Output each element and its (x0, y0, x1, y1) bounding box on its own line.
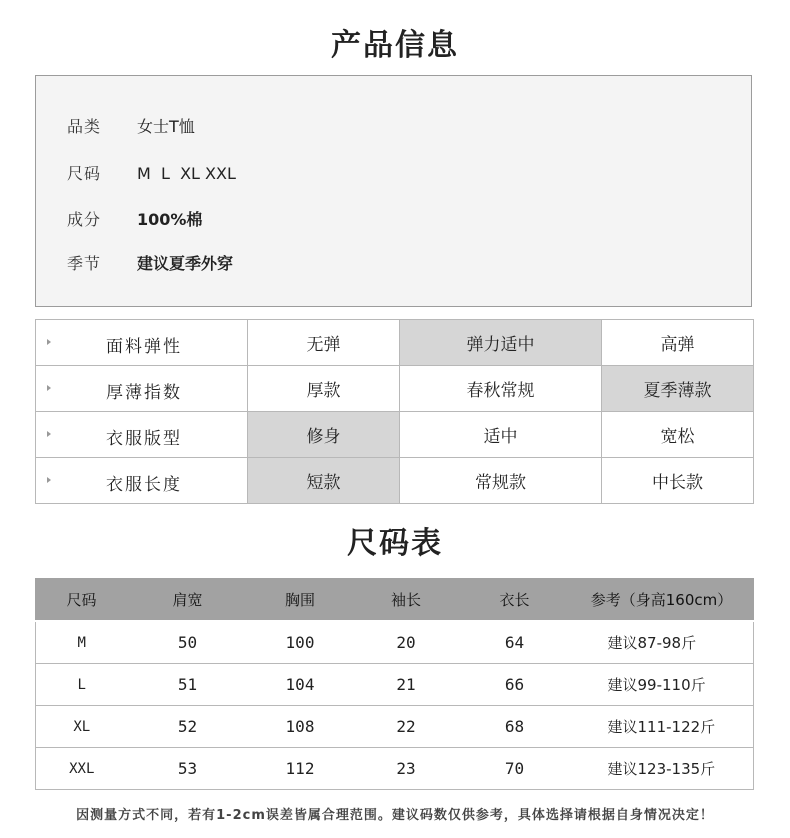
size-chart-title: 尺码表 (347, 526, 443, 561)
info-value: M L XL XXL (137, 164, 236, 183)
table-row (36, 748, 754, 790)
measurement-cell: 52 (128, 706, 248, 748)
weight-reference-cell: 建议99-110斤 (570, 664, 754, 706)
measurement-note: 因测量方式不同，若有1-2cm误差皆属合理范围。建议码数仅供参考，具体选择请根据自身情况决定！ (76, 808, 714, 823)
attribute-option-selected: 弹力适中 (400, 320, 602, 366)
info-value: 建议夏季外穿 (137, 254, 234, 273)
info-value: 100%棉 (137, 210, 203, 229)
attribute-option: 中长款 (602, 458, 754, 504)
product-info-title: 产品信息 (331, 28, 459, 63)
measurement-cell: 66 (460, 664, 570, 706)
measurement-cell: 50 (128, 622, 248, 664)
measurement-cell: 100 (248, 622, 353, 664)
attribute-option-selected: 夏季薄款 (602, 366, 754, 412)
attribute-label-cell (36, 320, 248, 366)
attribute-label: 衣服版型 (106, 429, 182, 449)
measurement-cell: 22 (353, 706, 460, 748)
info-label: 成分 (67, 210, 102, 229)
size-label-cell: XXL (36, 748, 128, 790)
attribute-label: 厚薄指数 (106, 383, 182, 403)
attribute-option-selected: 短款 (248, 458, 400, 504)
attribute-option: 春秋常规 (400, 366, 602, 412)
weight-reference-cell: 建议123-135斤 (570, 748, 754, 790)
attribute-option: 厚款 (248, 366, 400, 412)
attribute-option: 常规款 (400, 458, 602, 504)
attribute-option: 宽松 (602, 412, 754, 458)
info-label: 尺码 (67, 164, 102, 183)
size-label-cell: L (36, 664, 128, 706)
attribute-row (36, 320, 754, 366)
size-header-cell: 肩宽 (128, 579, 248, 620)
measurement-cell: 20 (353, 622, 460, 664)
measurement-cell: 104 (248, 664, 353, 706)
info-row-size (67, 161, 236, 184)
attribute-label: 面料弹性 (106, 337, 182, 357)
weight-reference-cell: 建议111-122斤 (570, 706, 754, 748)
size-header-cell: 尺码 (36, 579, 128, 620)
attribute-table (35, 319, 754, 504)
measurement-cell: 21 (353, 664, 460, 706)
info-label: 季节 (67, 254, 102, 273)
info-row-category (67, 114, 195, 137)
size-header-cell: 参考（身高160cm） (570, 579, 754, 620)
info-row-material (67, 207, 202, 230)
attribute-row (36, 412, 754, 458)
info-value: 女士T恤 (137, 117, 195, 136)
table-row (36, 664, 754, 706)
weight-reference-cell: 建议87-98斤 (570, 622, 754, 664)
measurement-cell: 70 (460, 748, 570, 790)
triangle-right-icon (47, 385, 51, 391)
attribute-option: 无弹 (248, 320, 400, 366)
product-info-box (35, 75, 752, 307)
size-header-cell: 衣长 (460, 579, 570, 620)
size-chart-table (35, 578, 754, 790)
measurement-cell: 112 (248, 748, 353, 790)
size-header-cell: 胸围 (248, 579, 353, 620)
measurement-cell: 51 (128, 664, 248, 706)
measurement-cell: 53 (128, 748, 248, 790)
table-row (36, 706, 754, 748)
info-label: 品类 (67, 117, 102, 136)
triangle-right-icon (47, 431, 51, 437)
attribute-label-cell (36, 366, 248, 412)
triangle-right-icon (47, 339, 51, 345)
attribute-row (36, 366, 754, 412)
size-label-cell: M (36, 622, 128, 664)
attribute-row (36, 458, 754, 504)
attribute-label-cell (36, 458, 248, 504)
measurement-cell: 23 (353, 748, 460, 790)
triangle-right-icon (47, 477, 51, 483)
table-row (36, 622, 754, 664)
attribute-option-selected: 修身 (248, 412, 400, 458)
attribute-label-cell (36, 412, 248, 458)
info-row-season (67, 251, 233, 274)
measurement-cell: 68 (460, 706, 570, 748)
attribute-option: 高弹 (602, 320, 754, 366)
attribute-label: 衣服长度 (106, 475, 182, 495)
measurement-cell: 108 (248, 706, 353, 748)
size-label-cell: XL (36, 706, 128, 748)
attribute-option: 适中 (400, 412, 602, 458)
size-header-cell: 袖长 (353, 579, 460, 620)
measurement-cell: 64 (460, 622, 570, 664)
